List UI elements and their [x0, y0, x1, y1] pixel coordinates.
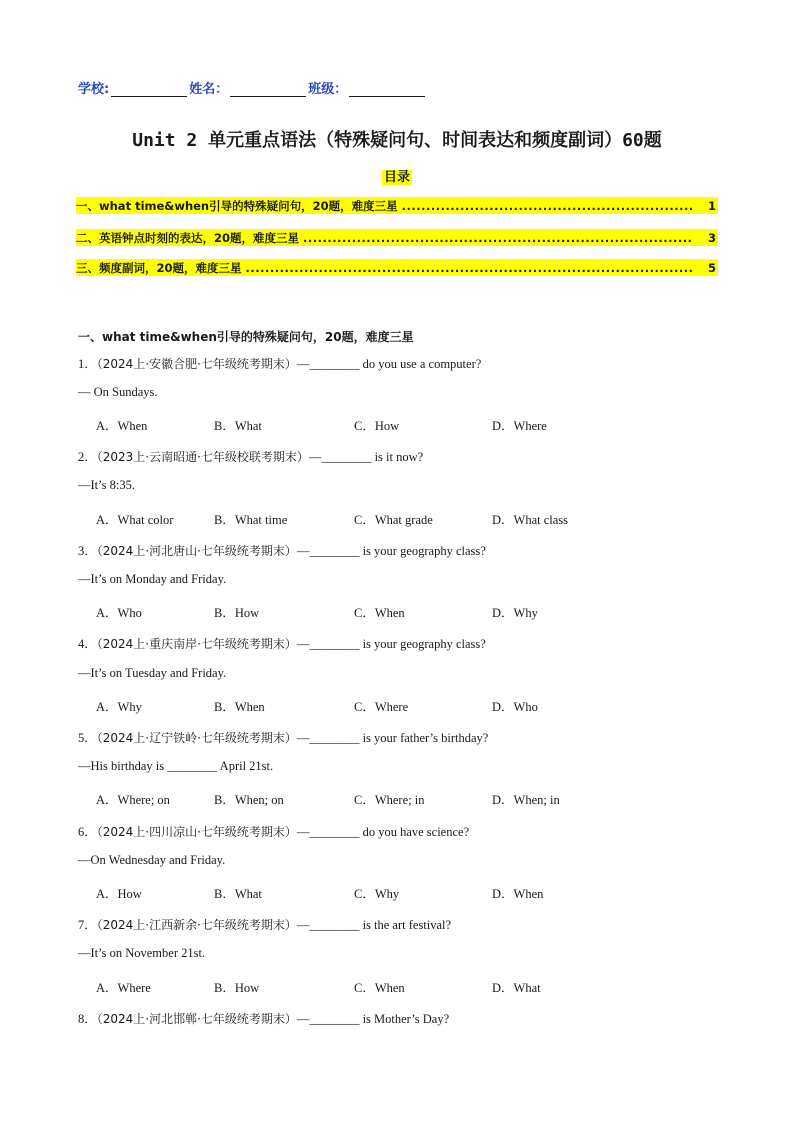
answer-options: [96, 510, 696, 528]
toc-leader: [303, 231, 692, 245]
option-d[interactable]: D．What: [492, 981, 541, 995]
option-b[interactable]: B．What: [214, 419, 262, 433]
question-stem: 3．（2024上·河北唐山·七年级统考期末）—________ is your geography class?: [78, 544, 486, 558]
option-d[interactable]: D．Where: [492, 419, 547, 433]
school-label: 学校:: [78, 82, 110, 97]
question-stem: 8．（2024上·河北邯郸·七年级统考期末）—________ is Mother’s Day?: [78, 1012, 450, 1026]
option-d[interactable]: D．Who: [492, 700, 538, 714]
question-reply: —On Wednesday and Friday.: [78, 853, 226, 867]
answer-options: [96, 603, 696, 621]
question-stem: 7．（2024上·江西新余·七年级统考期末）—________ is the art festival?: [78, 918, 452, 932]
section-heading: 一、what time&when引导的特殊疑问句，20题，难度三星: [78, 330, 414, 344]
question-reply: —His birthday is ________ April 21st.: [78, 759, 274, 773]
toc-page-number: 1: [707, 198, 716, 213]
option-c[interactable]: C．How: [354, 419, 400, 433]
option-c[interactable]: C．Where; in: [354, 793, 425, 807]
option-c[interactable]: C．When: [354, 981, 405, 995]
option-a[interactable]: A．Where: [96, 981, 151, 995]
toc-page-number: 3: [707, 230, 716, 245]
toc-heading: 目录: [383, 170, 410, 185]
answer-options: [96, 416, 696, 434]
toc-item-text: 三、频度副词，20题，难度三星: [76, 260, 242, 275]
question-reply: —It’s on Monday and Friday.: [78, 572, 227, 586]
answer-options: [96, 790, 696, 808]
option-a[interactable]: A．Who: [96, 606, 142, 620]
option-a[interactable]: A．Where; on: [96, 793, 170, 807]
question-stem: 2．（2023上·云南昭通·七年级校联考期末）—________ is it now?: [78, 450, 424, 464]
toc-item[interactable]: [76, 197, 718, 214]
school-blank[interactable]: [111, 82, 187, 97]
class-label: 班级：: [308, 82, 348, 97]
option-d[interactable]: D．When: [492, 887, 544, 901]
toc-leader: [402, 199, 692, 213]
name-label: 姓名：: [189, 82, 229, 97]
option-d[interactable]: D．When; in: [492, 793, 560, 807]
question-stem: 4．（2024上·重庆南岸·七年级统考期末）—________ is your geography class?: [78, 637, 486, 651]
question-reply: — On Sundays.: [78, 385, 158, 399]
option-a[interactable]: A．What color: [96, 513, 174, 527]
answer-options: [96, 884, 696, 902]
question-stem: 1．（2024上·安徽合肥·七年级统考期末）—________ do you use a computer?: [78, 357, 482, 371]
option-b[interactable]: B．When: [214, 700, 265, 714]
option-c[interactable]: C．What grade: [354, 513, 433, 527]
question-stem: 5．（2024上·辽宁铁岭·七年级统考期末）—________ is your father’s birthday?: [78, 731, 489, 745]
name-blank[interactable]: [230, 82, 306, 97]
toc-item-text: 二、英语钟点时刻的表达，20题，难度三星: [76, 230, 300, 245]
toc-leader: [246, 261, 692, 275]
option-a[interactable]: A．Why: [96, 700, 142, 714]
class-blank[interactable]: [349, 82, 425, 97]
document-title: Unit 2 单元重点语法（特殊疑问句、时间表达和频度副词）60题: [132, 130, 662, 151]
question-reply: —It’s 8:35.: [78, 478, 135, 492]
answer-options: [96, 978, 696, 996]
answer-options: [96, 697, 696, 715]
option-d[interactable]: D．Why: [492, 606, 538, 620]
option-b[interactable]: B．When; on: [214, 793, 284, 807]
option-c[interactable]: C．Why: [354, 887, 400, 901]
toc-item[interactable]: [76, 229, 718, 246]
toc-page-number: 5: [707, 260, 716, 275]
option-c[interactable]: C．When: [354, 606, 405, 620]
toc-item[interactable]: [76, 259, 718, 276]
option-a[interactable]: A．When: [96, 419, 148, 433]
option-a[interactable]: A．How: [96, 887, 142, 901]
question-reply: —It’s on November 21st.: [78, 946, 206, 960]
student-info-line: [78, 78, 427, 97]
option-c[interactable]: C．Where: [354, 700, 409, 714]
toc-item-text: 一、what time&when引导的特殊疑问句，20题，难度三星: [76, 198, 398, 213]
option-b[interactable]: B．What: [214, 887, 262, 901]
option-b[interactable]: B．How: [214, 606, 260, 620]
option-b[interactable]: B．What time: [214, 513, 288, 527]
question-reply: —It’s on Tuesday and Friday.: [78, 666, 227, 680]
option-b[interactable]: B．How: [214, 981, 260, 995]
question-stem: 6．（2024上·四川凉山·七年级统考期末）—________ do you have science?: [78, 825, 470, 839]
option-d[interactable]: D．What class: [492, 513, 569, 527]
